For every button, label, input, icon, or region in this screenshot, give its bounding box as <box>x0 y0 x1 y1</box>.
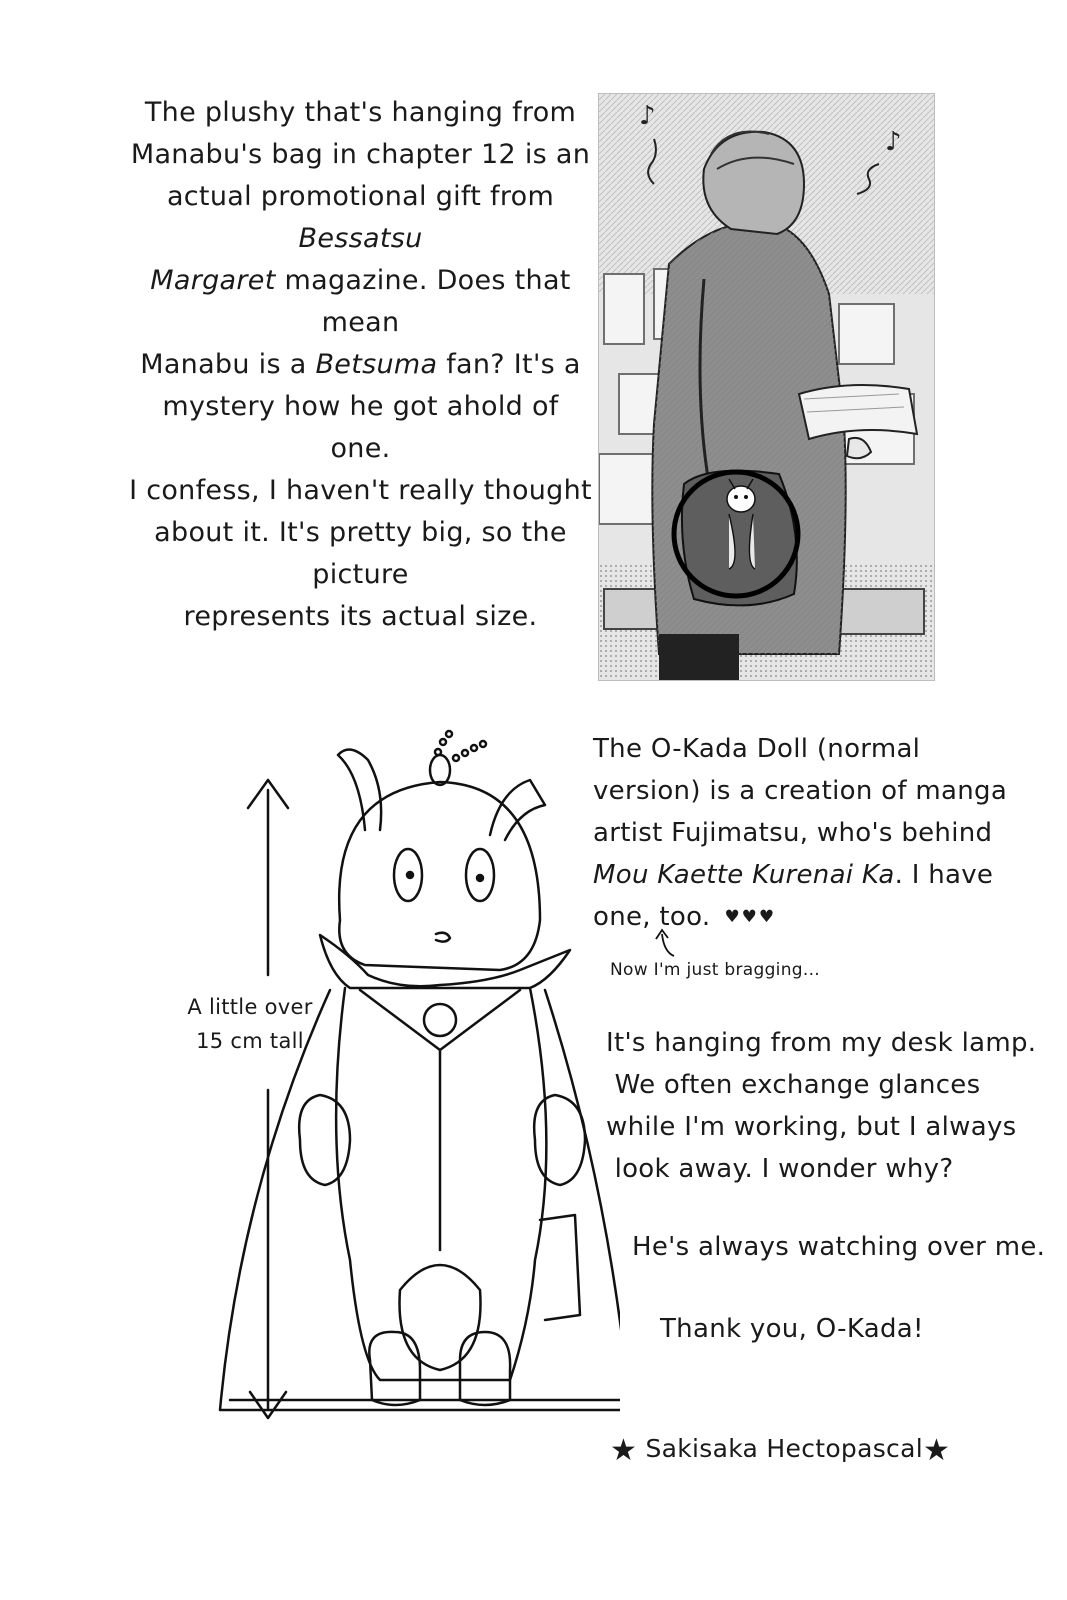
doll-description <box>593 728 1043 938</box>
signature <box>610 1433 950 1468</box>
magazine-title: Margaret <box>150 265 276 296</box>
doll-line: artist Fujimatsu, who's behind <box>593 818 993 848</box>
doll-line: one, too. <box>593 902 711 932</box>
intro-line: The plushy that's hanging from <box>144 97 577 128</box>
lamp-line: while I'm working, but I always <box>606 1112 1017 1142</box>
hearts-icon: ♥♥♥ <box>724 907 777 927</box>
manga-title: Mou Kaette Kurenai Ka <box>593 860 895 890</box>
intro-line: Manabu's bag in chapter 12 is an <box>130 139 591 170</box>
doll-line: The O-Kada Doll (normal <box>593 734 921 764</box>
intro-line: actual promotional gift from <box>166 181 555 212</box>
size-label-line: A little over <box>187 995 313 1019</box>
intro-line: represents its actual size. <box>183 601 538 632</box>
intro-line: mystery how he got ahold of one. <box>162 391 559 464</box>
magazine-nickname: Betsuma <box>315 349 438 380</box>
magazine-title: Bessatsu <box>298 223 423 254</box>
manabu-reading-drawing <box>599 94 934 680</box>
doll-line: version) is a creation of manga <box>593 776 1008 806</box>
desk-lamp-paragraph <box>606 1022 1046 1190</box>
lamp-line: We often exchange glances <box>614 1070 981 1100</box>
lamp-line: look away. I wonder why? <box>614 1154 954 1184</box>
intro-line: Manabu is a <box>140 349 307 380</box>
size-label <box>180 990 320 1058</box>
okada-doll-drawing <box>200 720 620 1440</box>
manga-panel-illustration <box>598 93 935 681</box>
svg-text:♪: ♪ <box>639 101 656 131</box>
author-name: Sakisaka Hectopascal <box>645 1434 923 1463</box>
intro-paragraph <box>128 92 593 638</box>
watching-line: He's always watching over me. <box>632 1232 1046 1262</box>
intro-line: I confess, I haven't really thought <box>129 475 592 506</box>
svg-text:♪: ♪ <box>885 127 902 157</box>
curved-arrow-icon <box>652 926 682 960</box>
intro-line: fan? It's a <box>446 349 581 380</box>
doll-line: . I have <box>894 860 994 890</box>
thanks-line: Thank you, O-Kada! <box>660 1314 924 1344</box>
star-icon: ★ <box>610 1433 638 1468</box>
star-icon: ★ <box>922 1433 951 1468</box>
lamp-line: It's hanging from my desk lamp. <box>606 1028 1037 1058</box>
bragging-note: Now I'm just bragging... <box>610 960 820 980</box>
intro-line: magazine. Does that mean <box>284 265 571 338</box>
size-label-line: 15 cm tall <box>196 1029 304 1053</box>
intro-line: about it. It's pretty big, so the picture <box>154 517 567 590</box>
